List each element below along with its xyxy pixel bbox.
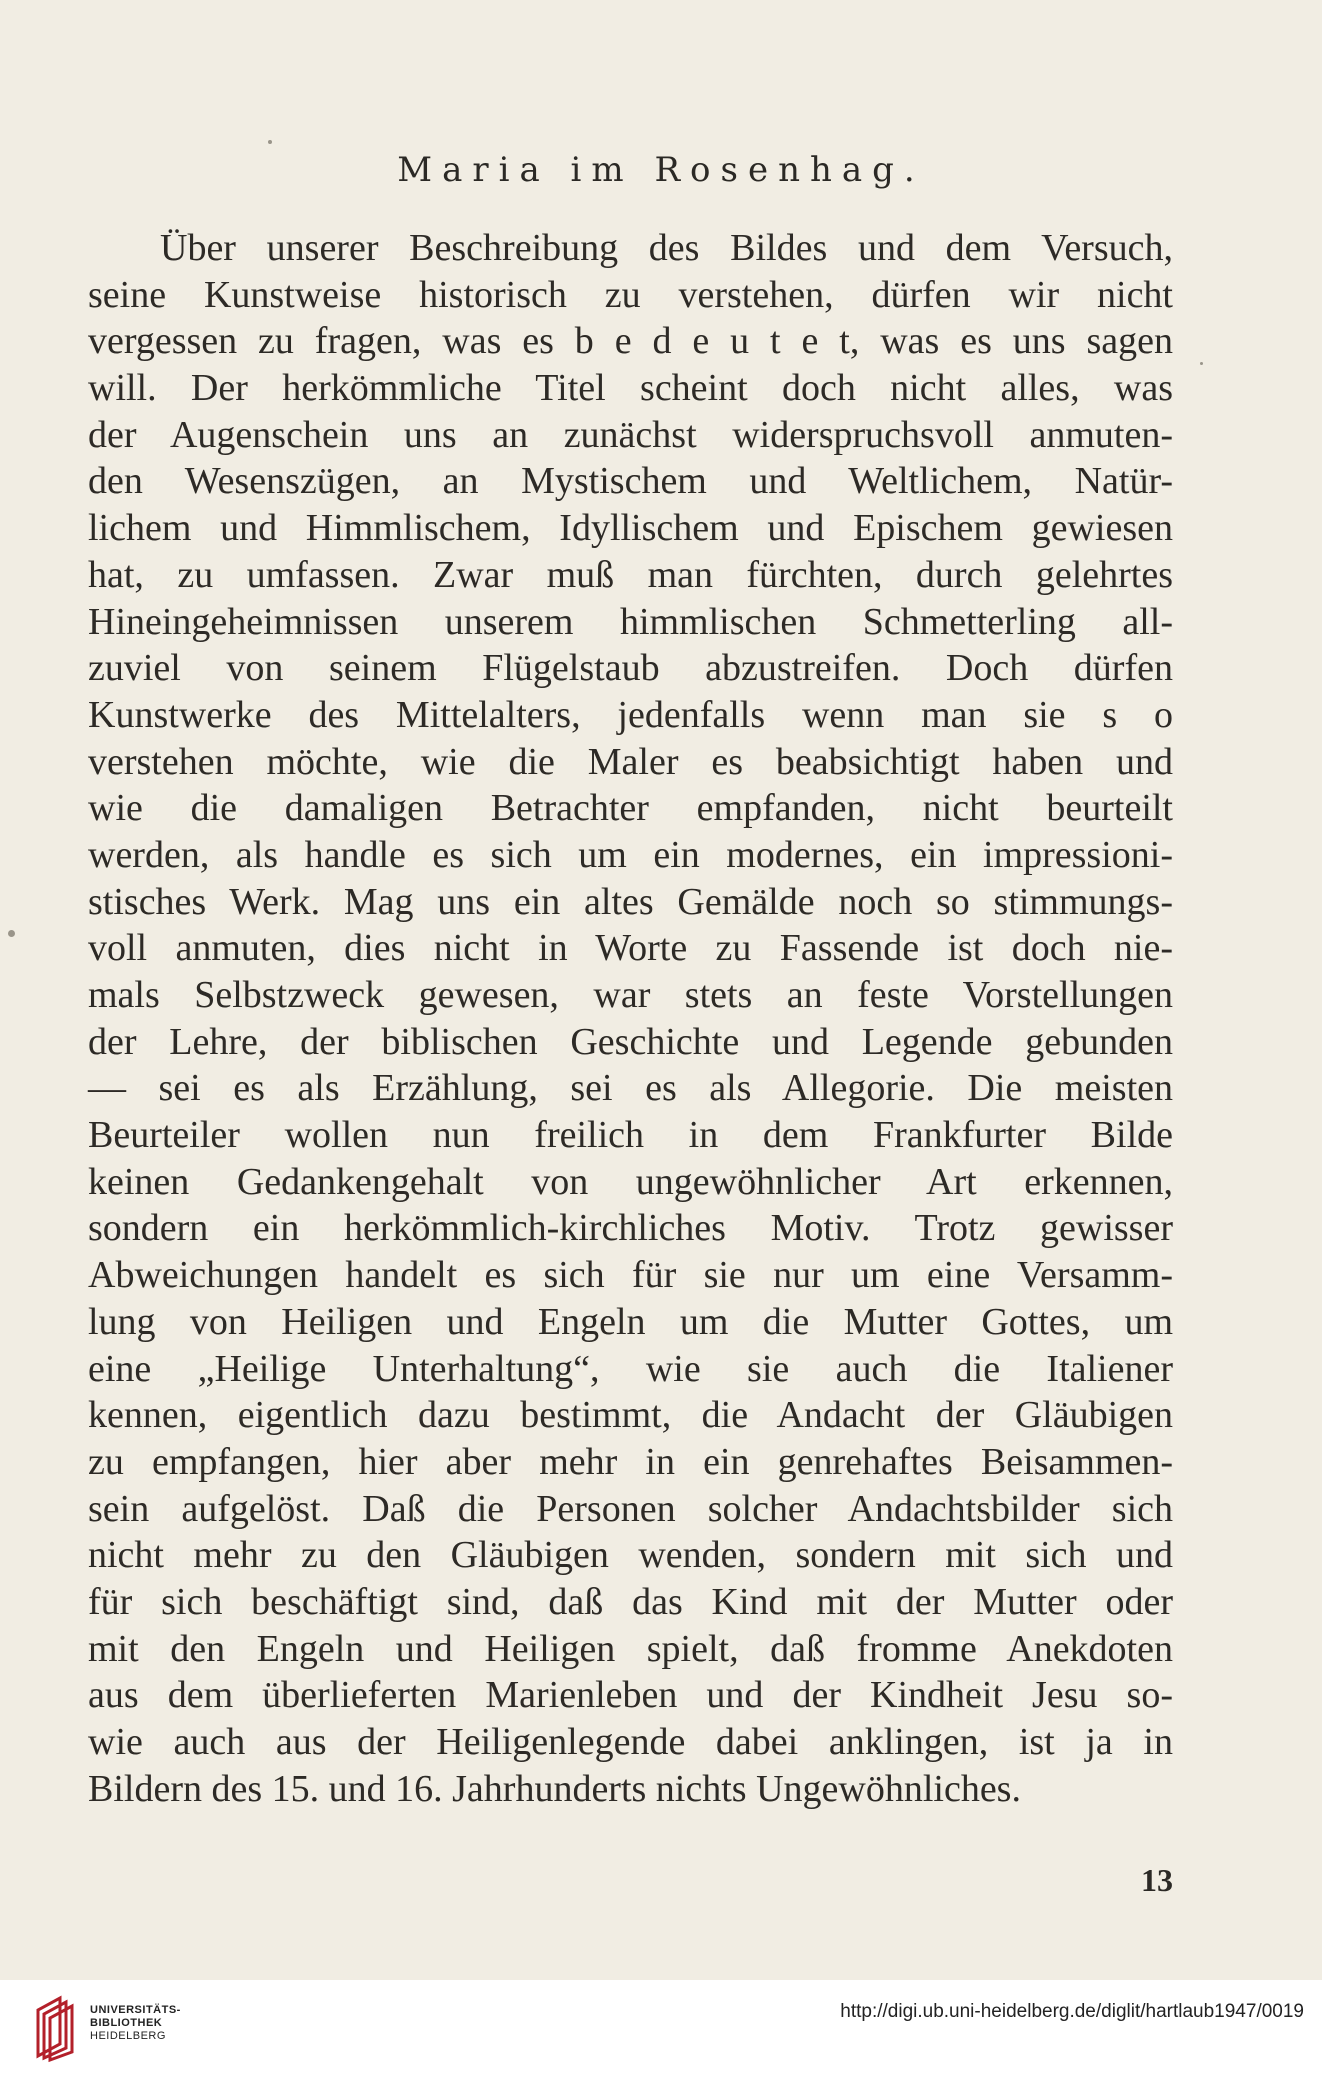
dust-speck (8, 930, 15, 937)
text-line: stisches Werk. Mag uns ein altes Gemälde noch so stimmungs- (88, 880, 1173, 923)
text-line: verstehen möchte, wie die Maler es beabsichtigt haben und (88, 740, 1173, 783)
text-line: Beurteiler wollen nun freilich in dem Frankfurter Bilde (88, 1114, 1173, 1157)
page-title: Maria im Rosenhag. (397, 150, 925, 190)
text-line: wie auch aus der Heiligenlegende dabei anklingen, ist ja in (88, 1721, 1173, 1763)
text-line: — sei es als Erzählung, sei es als Allegorie. Die meisten (88, 1067, 1173, 1110)
text-line: hat, zu umfassen. Zwar muß man fürchten, durch gelehrtes (88, 553, 1173, 596)
text-line: kennen, eigentlich dazu bestimmt, die Andacht der Gläubigen (88, 1394, 1173, 1437)
text-line: Abweichungen handelt es sich für sie nur um eine Versamm- (88, 1254, 1173, 1297)
text-line: Hineingeheimnissen unserem himmlischen Schmetterling all- (88, 600, 1173, 643)
text-line: mals Selbstzweck gewesen, war stets an feste Vorstellungen (88, 974, 1173, 1016)
digitization-footer (0, 1980, 1322, 2079)
library-name (90, 2004, 181, 2043)
library-logo-icon (30, 1992, 80, 2064)
text-line: lichem und Himmlischem, Idyllischem und Epischem gewiesen (88, 507, 1173, 550)
text-line: wie die damaligen Betrachter empfanden, nicht beurteilt (88, 787, 1173, 830)
text-line: sondern ein herkömmlich-kirchliches Motiv. Trotz gewisser (88, 1207, 1173, 1250)
body-paragraph (88, 225, 1173, 1812)
text-line: lung von Heiligen und Engeln um die Mutter Gottes, um (88, 1300, 1173, 1343)
text-line: will. Der herkömmliche Titel scheint doch nicht alles, was (88, 367, 1173, 410)
text-line: Bildern des 15. und 16. Jahrhunderts nichts Ungewöhnliches. (88, 1767, 1021, 1810)
library-name-line: HEIDELBERG (90, 2030, 166, 2042)
text-line: der Augenschein uns an zunächst widerspruchsvoll anmuten- (88, 413, 1173, 456)
text-line: zu empfangen, hier aber mehr in ein genrehaftes Beisammen- (88, 1440, 1173, 1483)
text-line: Über unserer Beschreibung des Bildes und dem Versuch, (160, 227, 1173, 269)
text-line: mit den Engeln und Heiligen spielt, daß fromme Anekdoten (88, 1627, 1173, 1670)
text-line: Kunstwerke des Mittelalters, jedenfalls wenn man sie s o (88, 693, 1173, 736)
text-line: zuviel von seinem Flügelstaub abzustreifen. Doch dürfen (88, 647, 1173, 690)
text-line: seine Kunstweise historisch zu verstehen, dürfen wir nicht (88, 273, 1173, 316)
text-line: vergessen zu fragen, was es b e d e u t e t, was es uns sagen (88, 320, 1173, 363)
library-name-line: BIBLIOTHEK (90, 2017, 163, 2029)
text-line: den Wesenszügen, an Mystischem und Weltlichem, Natür- (88, 460, 1173, 503)
library-name-line: UNIVERSITÄTS- (90, 2004, 181, 2016)
dust-speck (1200, 362, 1203, 365)
text-line: werden, als handle es sich um ein modernes, ein impressioni- (88, 833, 1173, 876)
page-number: 13 (1141, 1862, 1173, 1898)
text-line: aus dem überlieferten Marienleben und der Kindheit Jesu so- (88, 1674, 1173, 1717)
text-line: der Lehre, der biblischen Geschichte und Legende gebunden (88, 1020, 1173, 1063)
text-line: voll anmuten, dies nicht in Worte zu Fassende ist doch nie- (88, 927, 1173, 970)
text-line: nicht mehr zu den Gläubigen wenden, sondern mit sich und (88, 1534, 1173, 1577)
text-line: eine „Heilige Unterhaltung“, wie sie auch die Italiener (88, 1347, 1173, 1390)
text-line: keinen Gedankengehalt von ungewöhnlicher Art erkennen, (88, 1160, 1173, 1203)
dust-speck (268, 140, 272, 144)
text-line: für sich beschäftigt sind, daß das Kind mit der Mutter oder (88, 1580, 1173, 1623)
source-url[interactable]: http://digi.ub.uni-heidelberg.de/diglit/hartlaub1947/0019 (840, 2001, 1304, 2022)
text-line: sein aufgelöst. Daß die Personen solcher Andachtsbilder sich (88, 1487, 1173, 1530)
